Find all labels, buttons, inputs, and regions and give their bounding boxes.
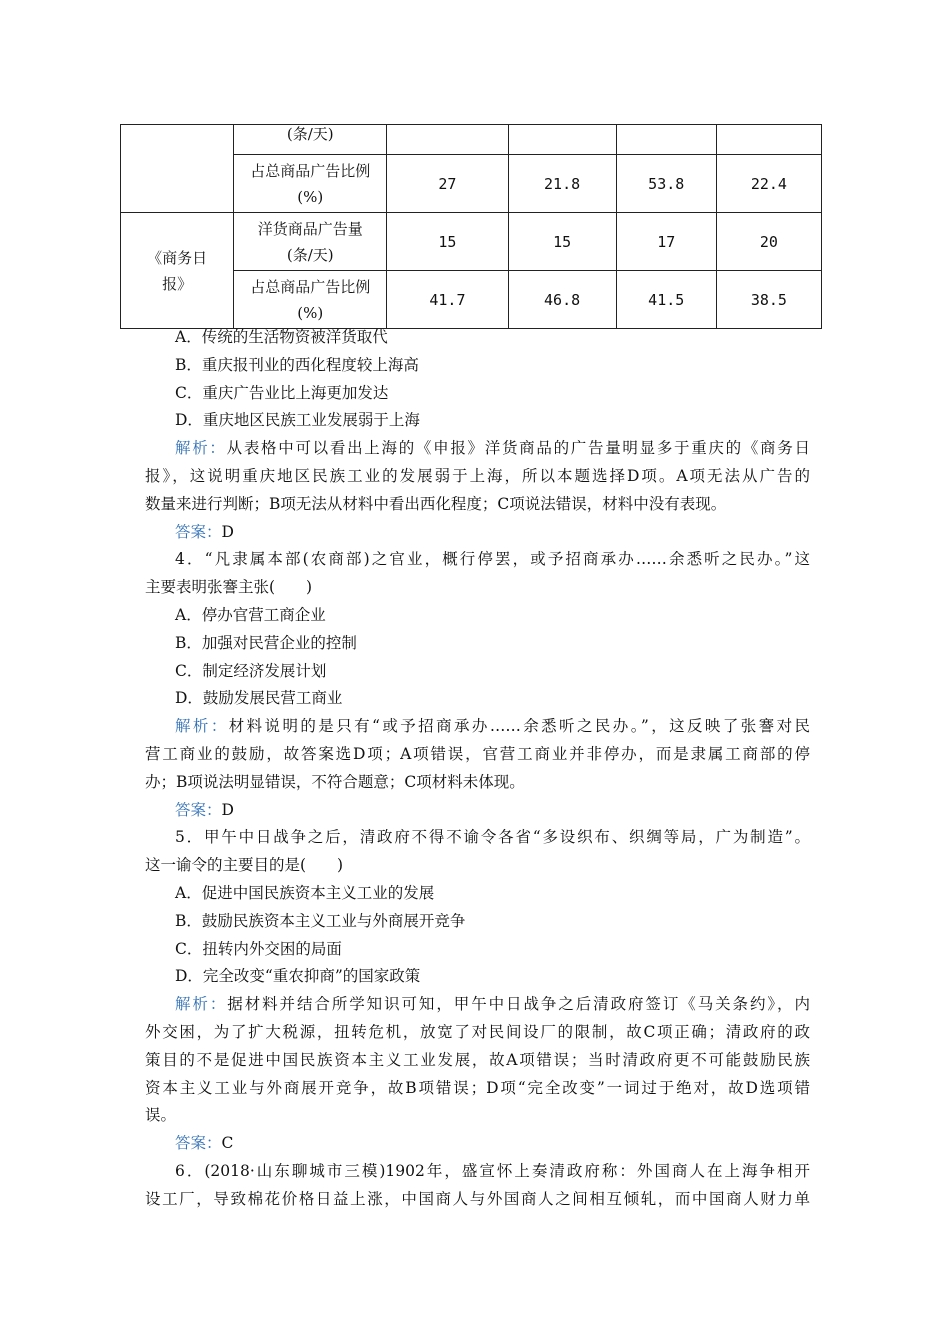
analysis-line: 解析：从表格中可以看出上海的《申报》洋货商品的广告量明显多于重庆的《商务日 bbox=[175, 439, 810, 458]
answer-value: C bbox=[221, 1134, 234, 1153]
question-stem: 这一谕令的主要目的是( ) bbox=[145, 856, 344, 875]
table-cell-value bbox=[508, 125, 616, 155]
analysis-line: 资本主义工业与外商展开竞争，故B项错误；D项“完全改变”一词过于绝对，故D选项错 bbox=[145, 1078, 810, 1097]
table-cell-metric: 占总商品广告比例 (%) bbox=[234, 155, 387, 213]
table-cell-value: 20 bbox=[716, 213, 821, 271]
answer-label: 答案： bbox=[175, 1134, 222, 1153]
option-d: D．完全改变“重农抑商”的国家政策 bbox=[175, 967, 421, 986]
option-d: D．重庆地区民族工业发展弱于上海 bbox=[175, 411, 420, 430]
analysis-line: 外交困，为了扩大税源，扭转危机，放宽了对民间设厂的限制，故C项正确；清政府的政 bbox=[145, 1022, 810, 1041]
question-stem: 6．(2018·山东聊城市三模)1902年，盛宣怀上奏清政府称：外国商人在上海争相开 bbox=[175, 1161, 810, 1180]
answer-line bbox=[145, 1130, 810, 1158]
option-a: A．传统的生活物资被洋货取代 bbox=[175, 328, 388, 346]
table-row bbox=[121, 125, 822, 155]
table-cell-value bbox=[387, 125, 508, 155]
question-stem: 设工厂，导致棉花价格日益上涨，中国商人与外国商人之间相互倾轧，而中国商人财力单 bbox=[145, 1189, 810, 1208]
answer-line bbox=[145, 797, 810, 825]
answer-value: D bbox=[221, 800, 234, 819]
analysis-label: 解析： bbox=[175, 995, 228, 1014]
table-cell-value bbox=[716, 125, 821, 155]
table-cell-value: 17 bbox=[616, 213, 716, 271]
table-cell-value: 53.8 bbox=[616, 155, 716, 213]
analysis-line: 报》，这说明重庆地区民族工业的发展弱于上海，所以本题选择D项。A项无法从广告的 bbox=[145, 466, 810, 485]
table-cell-value: 22.4 bbox=[716, 155, 821, 213]
table-cell-value: 46.8 bbox=[508, 271, 616, 329]
question-stem: 5．甲午中日战争之后，清政府不得不谕令各省“多设织布、织绸等局，广为制造”。 bbox=[175, 828, 810, 847]
answer-label: 答案： bbox=[175, 800, 222, 819]
option-a: A．促进中国民族资本主义工业的发展 bbox=[175, 883, 435, 902]
advertising-table bbox=[120, 124, 822, 329]
analysis-line: 误。 bbox=[145, 1106, 177, 1125]
analysis-label: 解析： bbox=[175, 439, 227, 458]
question-body bbox=[145, 324, 810, 1214]
answer-label: 答案： bbox=[175, 522, 222, 541]
table-cell-metric: 洋货商品广告量 (条/天) bbox=[234, 213, 387, 271]
table-cell-metric: 占总商品广告比例 (%) bbox=[234, 271, 387, 329]
analysis-line: 营工商业的鼓励，故答案选D项；A项错误，官营工商业并非停办，而是隶属工商部的停 bbox=[145, 744, 810, 763]
table-cell-value: 38.5 bbox=[716, 271, 821, 329]
option-b: B．重庆报刊业的西化程度较上海高 bbox=[175, 355, 419, 374]
table-cell-value: 41.5 bbox=[616, 271, 716, 329]
analysis-line: 解析：材料说明的是只有“或予招商承办……余悉听之民办。”，这反映了张謇对民 bbox=[175, 717, 810, 736]
analysis-line: 解析：据材料并结合所学知识可知，甲午中日战争之后清政府签订《马关条约》，内 bbox=[175, 995, 810, 1014]
table-cell-group: 《商务日 报》 bbox=[121, 213, 234, 329]
analysis-line: 办；B项说法明显错误，不符合题意；C项材料未体现。 bbox=[145, 772, 525, 791]
option-c: C．制定经济发展计划 bbox=[175, 661, 327, 680]
question-stem: 主要表明张謇主张( ) bbox=[145, 578, 313, 597]
table-cell-value: 15 bbox=[508, 213, 616, 271]
table-cell-value: 27 bbox=[387, 155, 508, 213]
analysis-line: 数量来进行判断；B项无法从材料中看出西化程度；C项说法错误，材料中没有表现。 bbox=[145, 494, 727, 513]
option-a: A．停办官营工商企业 bbox=[175, 605, 326, 624]
analysis-line: 策目的不是促进中国民族资本主义工业发展，故A项错误；当时清政府更不可能鼓励民族 bbox=[145, 1050, 810, 1069]
option-b: B．加强对民营企业的控制 bbox=[175, 633, 357, 652]
table-row bbox=[121, 213, 822, 271]
option-c: C．扭转内外交困的局面 bbox=[175, 939, 342, 958]
table-cell-value: 41.7 bbox=[387, 271, 508, 329]
answer-value: D bbox=[221, 522, 234, 541]
option-d: D．鼓励发展民营工商业 bbox=[175, 689, 343, 708]
table-cell-value: 15 bbox=[387, 213, 508, 271]
analysis-label: 解析： bbox=[175, 717, 229, 736]
table-cell-value bbox=[616, 125, 716, 155]
table-cell-group bbox=[121, 125, 234, 213]
question-stem: 4．“凡隶属本部(农商部)之官业，概行停罢，或予招商承办……余悉听之民办。”这 bbox=[175, 550, 810, 569]
table-cell-value: 21.8 bbox=[508, 155, 616, 213]
table-cell-metric: (条/天) bbox=[234, 125, 387, 155]
option-b: B．鼓励民族资本主义工业与外商展开竞争 bbox=[175, 911, 466, 930]
answer-line bbox=[145, 519, 810, 547]
option-c: C．重庆广告业比上海更加发达 bbox=[175, 383, 389, 402]
